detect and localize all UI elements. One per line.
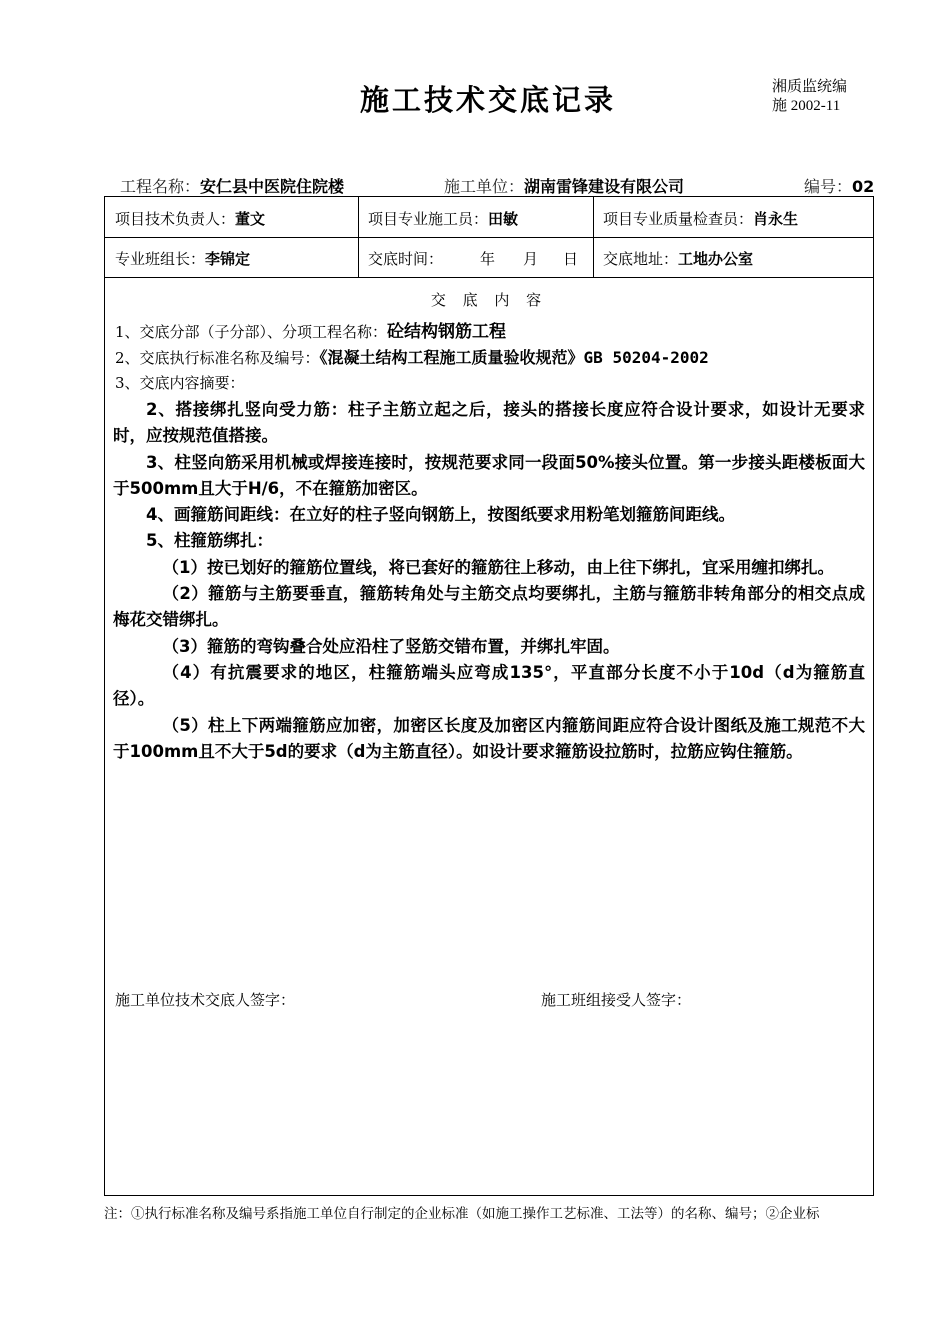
paragraph: （2）箍筋与主筋要垂直，箍筋转角处与主筋交点均要绑扎，主筋与箍筋非转角部分的相交点成梅花交错绑扎。 <box>113 584 865 630</box>
tech-lead <box>115 208 265 229</box>
disclosure-time-label: 交底时间： <box>368 250 444 268</box>
form-code-line2: 施 2002-11 <box>772 98 841 114</box>
item-1 <box>115 317 506 342</box>
construction-unit-label: 施工单位： <box>444 177 525 196</box>
team-leader <box>115 248 250 269</box>
column-divider <box>358 197 359 277</box>
disclosure-place-label: 交底地址： <box>603 250 679 268</box>
team-leader-label: 专业班组长： <box>115 250 206 268</box>
item-3-label: 3、交底内容摘要： <box>115 374 245 392</box>
paragraph: （3）箍筋的弯钩叠合处应沿柱了竖筋交错布置，并绑扎牢固。 <box>162 636 620 656</box>
page-title: 施工技术交底记录 <box>360 83 617 117</box>
document-number-value: 02 <box>852 177 875 196</box>
construction-unit <box>444 174 684 197</box>
sign-left-label: 施工单位技术交底人签字： <box>115 991 296 1009</box>
document-number <box>804 174 874 197</box>
disclosure-place <box>603 248 753 269</box>
day-label: 日 <box>563 250 579 268</box>
constructor-label: 项目专业施工员： <box>368 210 489 228</box>
month-label: 月 <box>523 250 539 268</box>
paragraph: 5、柱箍筋绑扎： <box>146 531 273 551</box>
item-2 <box>115 345 709 368</box>
form-code-line1: 湘质监统编 <box>772 79 848 95</box>
disclosure-table <box>104 196 874 1196</box>
project-name-label: 工程名称： <box>120 177 201 196</box>
disclosure-content <box>113 397 865 765</box>
document-number-label: 编号： <box>804 177 853 196</box>
sign-right-label: 施工班组接受人签字： <box>541 991 692 1009</box>
constructor-value: 田敏 <box>488 210 519 228</box>
row-divider <box>105 277 873 278</box>
footnote: 注：①执行标准名称及编号系指施工单位自行制定的企业标准（如施工操作工艺标准、工法等）的名称、编号；②企业标 <box>104 1206 820 1222</box>
content-heading: 交 底 内 容 <box>430 291 548 309</box>
quality-inspector <box>603 208 798 229</box>
quality-inspector-label: 项目专业质量检查员： <box>603 210 754 228</box>
item-2-label: 2、交底执行标准名称及编号： <box>115 349 320 367</box>
team-leader-value: 李锦定 <box>205 250 251 268</box>
project-name <box>120 174 344 197</box>
paragraph: 2、搭接绑扎竖向受力筋：柱子主筋立起之后，接头的搭接长度应符合设计要求，如设计无要求时，应按规范值搭接。 <box>113 400 865 446</box>
paragraph: 4、画箍筋间距线：在立好的柱子竖向钢筋上，按图纸要求用粉笔划箍筋间距线。 <box>146 505 735 525</box>
tech-lead-value: 董文 <box>235 210 266 228</box>
paragraph: （4）有抗震要求的地区，柱箍筋端头应弯成135°，平直部分长度不小于10d（d为箍筋直径）。 <box>113 662 865 709</box>
year-label: 年 <box>480 250 496 268</box>
quality-inspector-value: 肖永生 <box>753 210 799 228</box>
paragraph: 3、柱竖向筋采用机械或焊接连接时，按规范要求同一段面50%接头位置。第一步接头距楼板面大于500mm且大于H/6，不在箍筋加密区。 <box>113 452 865 498</box>
construction-unit-value: 湖南雷锋建设有限公司 <box>524 177 685 196</box>
item-1-label: 1、交底分部（子分部）、分项工程名称： <box>115 323 388 341</box>
item-3 <box>115 372 245 393</box>
column-divider <box>593 197 594 277</box>
disclosure-time <box>368 248 588 269</box>
paragraph: （1）按已划好的箍筋位置线，将已套好的箍筋往上移动，由上往下绑扎，宜采用缠扣绑扎。 <box>162 557 834 577</box>
item-2-value: 《混凝土结构工程施工质量验收规范》GB 50204-2002 <box>319 348 709 367</box>
tech-lead-label: 项目技术负责人： <box>115 210 236 228</box>
row-divider <box>105 237 873 238</box>
paragraph: （5）柱上下两端箍筋应加密，加密区长度及加密区内箍筋间距应符合设计图纸及施工规范不大于100mm且不大于5d的要求（d为主筋直径）。如设计要求箍筋设拉筋时，拉筋应钩住箍筋。 <box>113 715 865 761</box>
form-code <box>772 78 847 116</box>
project-name-value: 安仁县中医院住院楼 <box>200 177 345 196</box>
disclosure-place-value: 工地办公室 <box>678 250 754 268</box>
item-1-value: 砼结构钢筋工程 <box>387 322 507 342</box>
constructor <box>368 208 518 229</box>
